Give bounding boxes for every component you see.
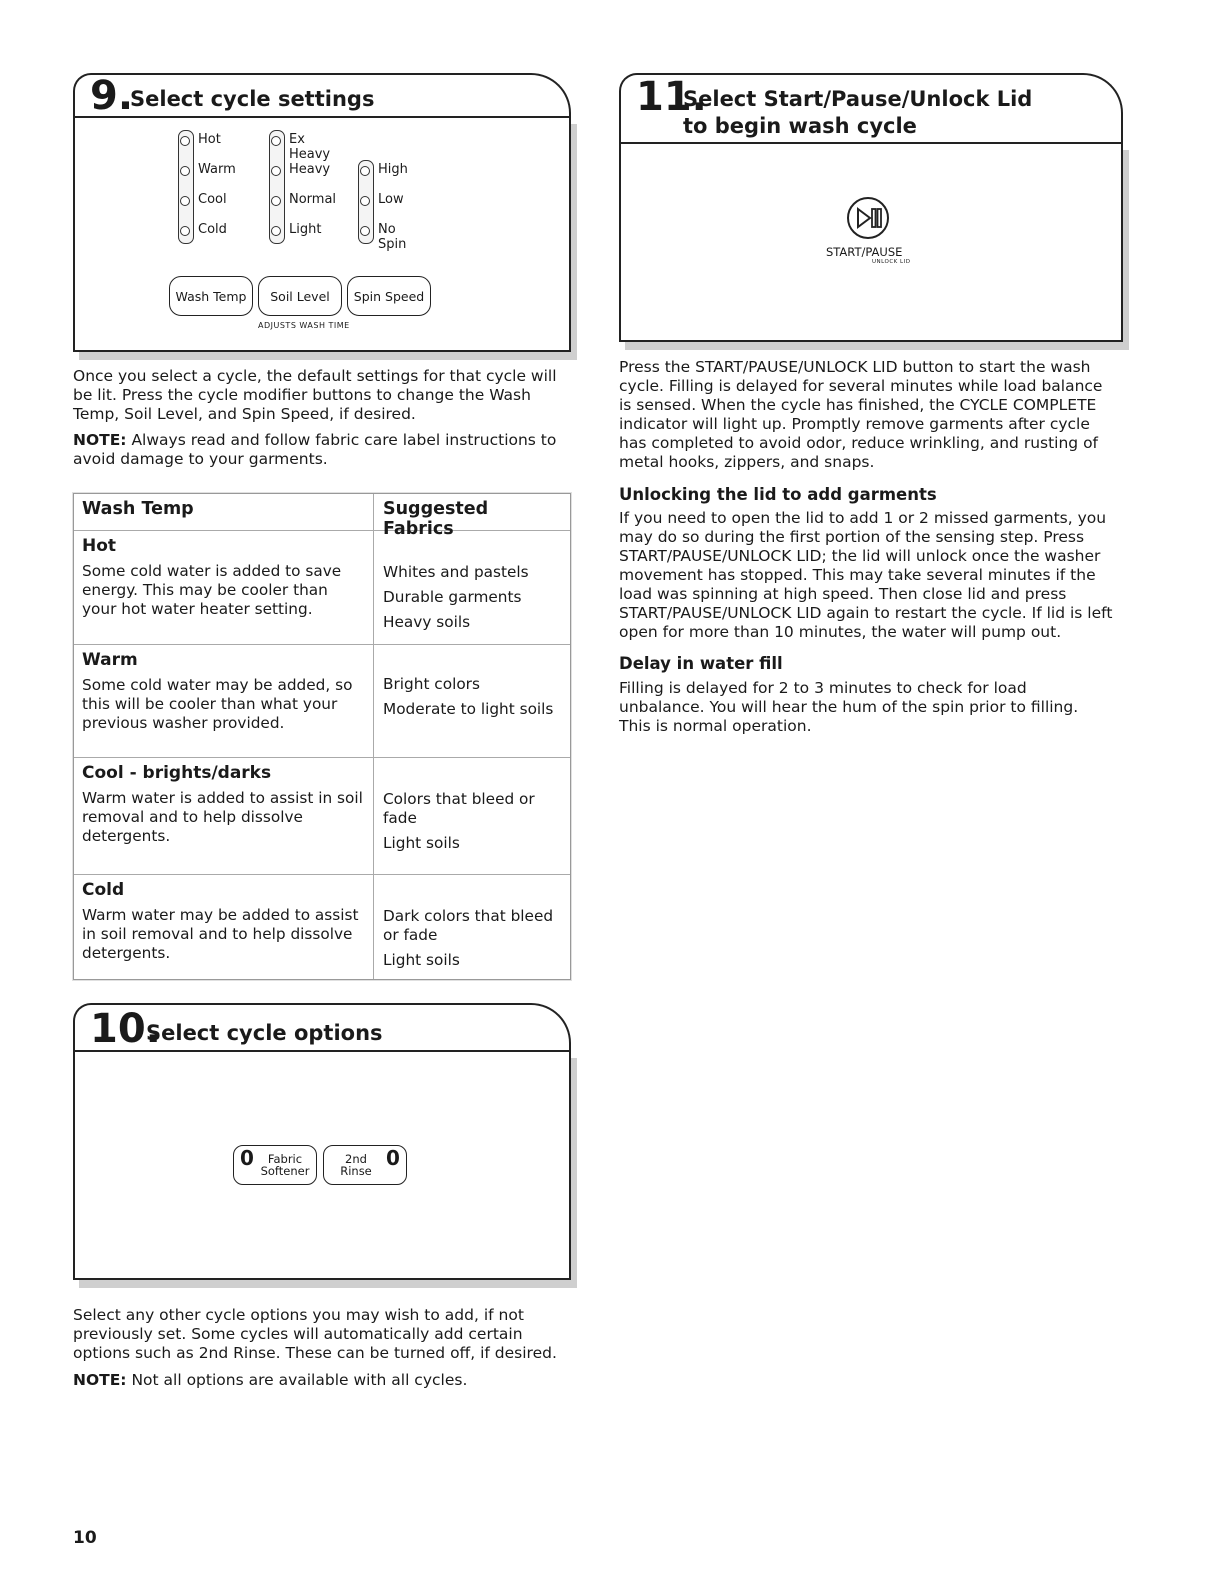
fabric-item: Durable garments bbox=[383, 588, 522, 606]
step11-paragraph: Press the START/PAUSE/UNLOCK LID button to start the wash cycle. Filling is delayed for several minutes while load balance is sensed. When the cycle has finished, the CYCLE COMPLETE indicator will light up. Promptly remove garments after cycle has completed to avoid odor, reduce wrinkling, and rusting of metal hooks, zippers, and snaps. bbox=[619, 358, 1103, 471]
row-heading: Warm bbox=[82, 650, 138, 670]
fabric-item: Light soils bbox=[383, 834, 460, 852]
step11-panel bbox=[619, 142, 1123, 342]
table-row bbox=[74, 758, 570, 875]
fabric-item: Colors that bleed or fade bbox=[383, 790, 535, 827]
table-header-suggested-fabrics: Suggested Fabrics bbox=[383, 499, 489, 539]
step10-paragraph: Select any other cycle options you may wish to add, if not previously set. Some cycles will automatically add certain options such as 2nd Rinse. These can be turned off, if desired. bbox=[73, 1306, 557, 1362]
indicator-dot bbox=[180, 196, 190, 206]
wash-temp-option-label: Cold bbox=[198, 222, 227, 237]
delay-water-fill-text: Filling is delayed for 2 to 3 minutes to check for load unbalance. You will hear the hum of the spin prior to filling. This is normal operation. bbox=[619, 679, 1079, 735]
note-label: NOTE: bbox=[73, 1371, 127, 1389]
step9-number: 9. bbox=[90, 73, 134, 119]
fabric-item: Light soils bbox=[383, 951, 460, 969]
spin-speed-option-label: High bbox=[378, 162, 408, 177]
row-heading: Hot bbox=[82, 536, 117, 556]
indicator-dot bbox=[180, 166, 190, 176]
indicator-icon: 0 bbox=[240, 1146, 254, 1170]
row-description: Some cold water is added to save energy. This may be cooler than your hot water heater setting. bbox=[82, 562, 342, 618]
second-rinse-label-line1: 2nd bbox=[345, 1152, 367, 1166]
table-row bbox=[74, 645, 570, 758]
note-text: Not all options are available with all cycles. bbox=[126, 1371, 468, 1389]
table-header-wash-temp: Wash Temp bbox=[74, 494, 374, 530]
fabric-item: Dark colors that bleed or fade bbox=[383, 907, 554, 944]
fabric-softener-label-line1: Fabric bbox=[267, 1152, 303, 1166]
step9-paragraph: Once you select a cycle, the default settings for that cycle will be lit. Press the cycle modifier buttons to change the Wash Temp, Soil Level, and Spin Speed, if desired. bbox=[73, 367, 557, 423]
spin-speed-button[interactable]: Spin Speed bbox=[347, 276, 431, 316]
row-heading: Cool - brights/darks bbox=[82, 763, 272, 783]
start-pause-button[interactable] bbox=[846, 196, 890, 240]
indicator-dot bbox=[271, 136, 281, 146]
soil-level-button[interactable]: Soil Level bbox=[258, 276, 342, 316]
step11-title-line2: to begin wash cycle bbox=[683, 114, 917, 138]
adjusts-wash-time-label: ADJUSTS WASH TIME bbox=[258, 321, 350, 330]
wash-temp-table bbox=[73, 493, 571, 980]
row-description: Some cold water may be added, so this will be cooler than what your previous washer provided. bbox=[82, 676, 353, 732]
row-description: Warm water may be added to assist in soil removal and to help dissolve detergents. bbox=[82, 906, 359, 962]
step9-note bbox=[73, 431, 568, 469]
second-rinse-button[interactable] bbox=[323, 1145, 407, 1185]
step10-title: Select cycle options bbox=[146, 1021, 383, 1045]
delay-water-fill-heading: Delay in water fill bbox=[619, 654, 783, 673]
indicator-dot bbox=[271, 226, 281, 236]
unlocking-lid-text: If you need to open the lid to add 1 or 2 missed garments, you may do so during the first portion of the sensing step. Press START/PAUSE/UNLOCK LID; the lid will unlock once the washer movement has stopped. This may take several minutes if the load was spinning at high speed. Then close lid and press START/PAUSE/UNLOCK LID again to restart the cycle. If lid is left open for more than 10 minutes, the water will pump out. bbox=[619, 509, 1113, 641]
page-number: 10 bbox=[73, 1528, 97, 1548]
unlock-lid-label: UNLOCK LID bbox=[872, 259, 911, 265]
step10-note bbox=[73, 1371, 568, 1390]
second-rinse-label-line2: Rinse bbox=[340, 1164, 372, 1178]
unlocking-lid-heading: Unlocking the lid to add garments bbox=[619, 485, 937, 504]
step10-panel bbox=[73, 1050, 571, 1280]
wash-temp-button[interactable]: Wash Temp bbox=[169, 276, 253, 316]
row-heading: Cold bbox=[82, 880, 125, 900]
indicator-dot bbox=[180, 226, 190, 236]
note-label: NOTE: bbox=[73, 431, 127, 449]
wash-temp-option-label: Cool bbox=[198, 192, 227, 207]
fabric-item: Bright colors bbox=[383, 675, 480, 693]
wash-temp-option-label: Hot bbox=[198, 132, 221, 147]
spin-speed-option-label: No Spin bbox=[378, 222, 407, 252]
soil-level-option-label: Heavy bbox=[289, 162, 331, 177]
table-row bbox=[74, 531, 570, 645]
indicator-dot bbox=[271, 166, 281, 176]
fabric-item: Moderate to light soils bbox=[383, 700, 554, 718]
fabric-item: Whites and pastels bbox=[383, 563, 529, 581]
step10-number: 10. bbox=[90, 1006, 161, 1052]
soil-level-option-label: Ex Heavy bbox=[289, 132, 331, 162]
step11-number: 11. bbox=[636, 74, 707, 120]
indicator-dot bbox=[360, 226, 370, 236]
play-pause-icon bbox=[846, 196, 890, 240]
table-row bbox=[74, 875, 570, 979]
indicator-dot bbox=[360, 166, 370, 176]
note-text: Always read and follow fabric care label instructions to avoid damage to your garments. bbox=[73, 431, 557, 468]
row-description: Warm water is added to assist in soil removal and to help dissolve detergents. bbox=[82, 789, 363, 845]
indicator-dot bbox=[360, 196, 370, 206]
soil-level-option-label: Normal bbox=[289, 192, 337, 207]
fabric-item: Heavy soils bbox=[383, 613, 471, 631]
step11-title-line1: Select Start/Pause/Unlock Lid bbox=[683, 87, 1033, 111]
indicator-icon: 0 bbox=[386, 1146, 400, 1170]
spin-speed-option-label: Low bbox=[378, 192, 404, 207]
step9-title: Select cycle settings bbox=[130, 87, 375, 111]
fabric-softener-label-line2: Softener bbox=[260, 1164, 310, 1178]
indicator-dot bbox=[180, 136, 190, 146]
table-header-row bbox=[74, 494, 570, 539]
start-pause-label: START/PAUSE bbox=[826, 245, 903, 259]
indicator-dot bbox=[271, 196, 281, 206]
soil-level-option-label: Light bbox=[289, 222, 322, 237]
fabric-softener-button[interactable] bbox=[233, 1145, 317, 1185]
wash-temp-option-label: Warm bbox=[198, 162, 236, 177]
